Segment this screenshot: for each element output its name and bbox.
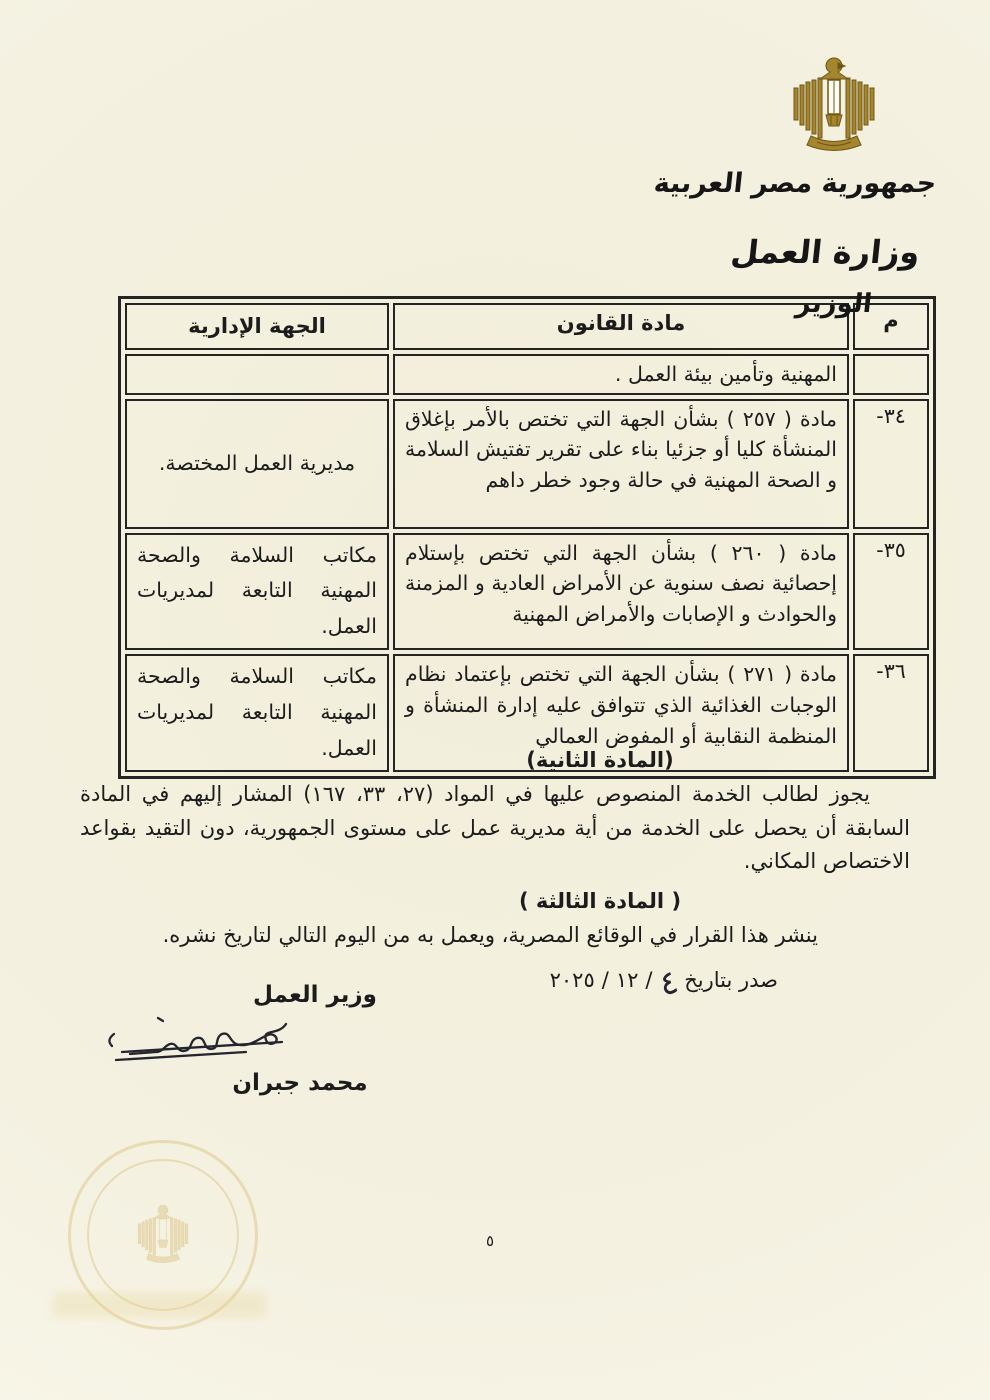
signature-scribble [100,1012,295,1068]
minister-name: محمد جبران [232,1070,368,1096]
row-number-cell: ٣٦- [853,654,929,772]
authority-cell: مكاتب السلامة والصحة المهنية التابعة لمديريات العمل. [125,533,389,651]
date-separator: / [601,967,609,992]
ministry-calligraphy: وزارة العمل [729,233,922,271]
authority-cell: مديرية العمل المختصة. [125,399,389,529]
law-article-cell: مادة ( ٢٧١ ) بشأن الجهة التي تختص بإعتماد نظام الوجبات الغذائية الذي تتوافق عليه إدارة المنشأة و المنظمة النقابية أو المفوض العمالي [393,654,849,772]
signature-block [105,982,395,1096]
law-article-cell: مادة ( ٢٥٧ ) بشأن الجهة التي تختص بالأمر بإغلاق المنشأة كليا أو جزئيا بناء على تقرير تفتيش السلامة و الصحة المهنية في حالة وجود خطر داهم [393,399,849,529]
minister-title: وزير العمل [253,982,377,1008]
authority-cell [125,354,389,395]
article-two-heading: (المادة الثانية) [526,748,674,772]
law-article-cell: المهنية وتأمين بيئة العمل . [393,354,849,395]
issuance-year: ٢٠٢٥ [549,967,595,992]
column-header-number: م [853,303,929,350]
seal-eagle-icon [132,1202,194,1268]
seal-smudge [52,1292,267,1318]
seal-inner-ring [87,1159,239,1311]
table-row [125,399,929,529]
egypt-eagle-emblem-icon [783,54,885,158]
page-number: ٥ [486,1232,495,1250]
authority-cell: مكاتب السلامة والصحة المهنية التابعة لمديريات العمل. [125,654,389,772]
column-header-law-article: مادة القانون [393,303,849,350]
row-number-cell: ٣٥- [853,533,929,651]
articles-section [80,744,910,1004]
row-number-cell [853,354,929,395]
law-article-cell: مادة ( ٢٦٠ ) بشأن الجهة التي تختص بإستلام إحصائية نصف سنوية عن الأمراض العادية و المزمنة والحوادث و الإصابات والأمراض المهنية [393,533,849,651]
row-number-cell: ٣٤- [853,399,929,529]
issuance-month: ١٢ [615,967,639,992]
jurisdiction-table [118,296,936,779]
republic-calligraphy: جمهورية مصر العربية [652,168,938,199]
date-separator: / [645,967,653,992]
handwritten-day: ٤ [655,961,683,1004]
column-header-administrative-authority: الجهة الإدارية [125,303,389,350]
table-row [125,354,929,395]
issuance-label: صدر بتاريخ [684,967,778,992]
article-two-body: يجوز لطالب الخدمة المنصوص عليها في المواد (٢٧، ٣٣، ١٦٧) المشار إليهم في المادة السابقة أن يحصل على الخدمة من أية مديرية عمل على مستوى الجمهورية، دون التقيد بقواعد الاختصاص المكاني. [80,782,910,874]
minister-calligraphy: الوزير [794,289,874,319]
article-three-heading: ( المادة الثالثة ) [518,888,682,913]
table-row [125,533,929,651]
article-three-body: ينشر هذا القرار في الوقائع المصرية، ويعمل به من اليوم التالي لتاريخ نشره. [162,922,818,947]
